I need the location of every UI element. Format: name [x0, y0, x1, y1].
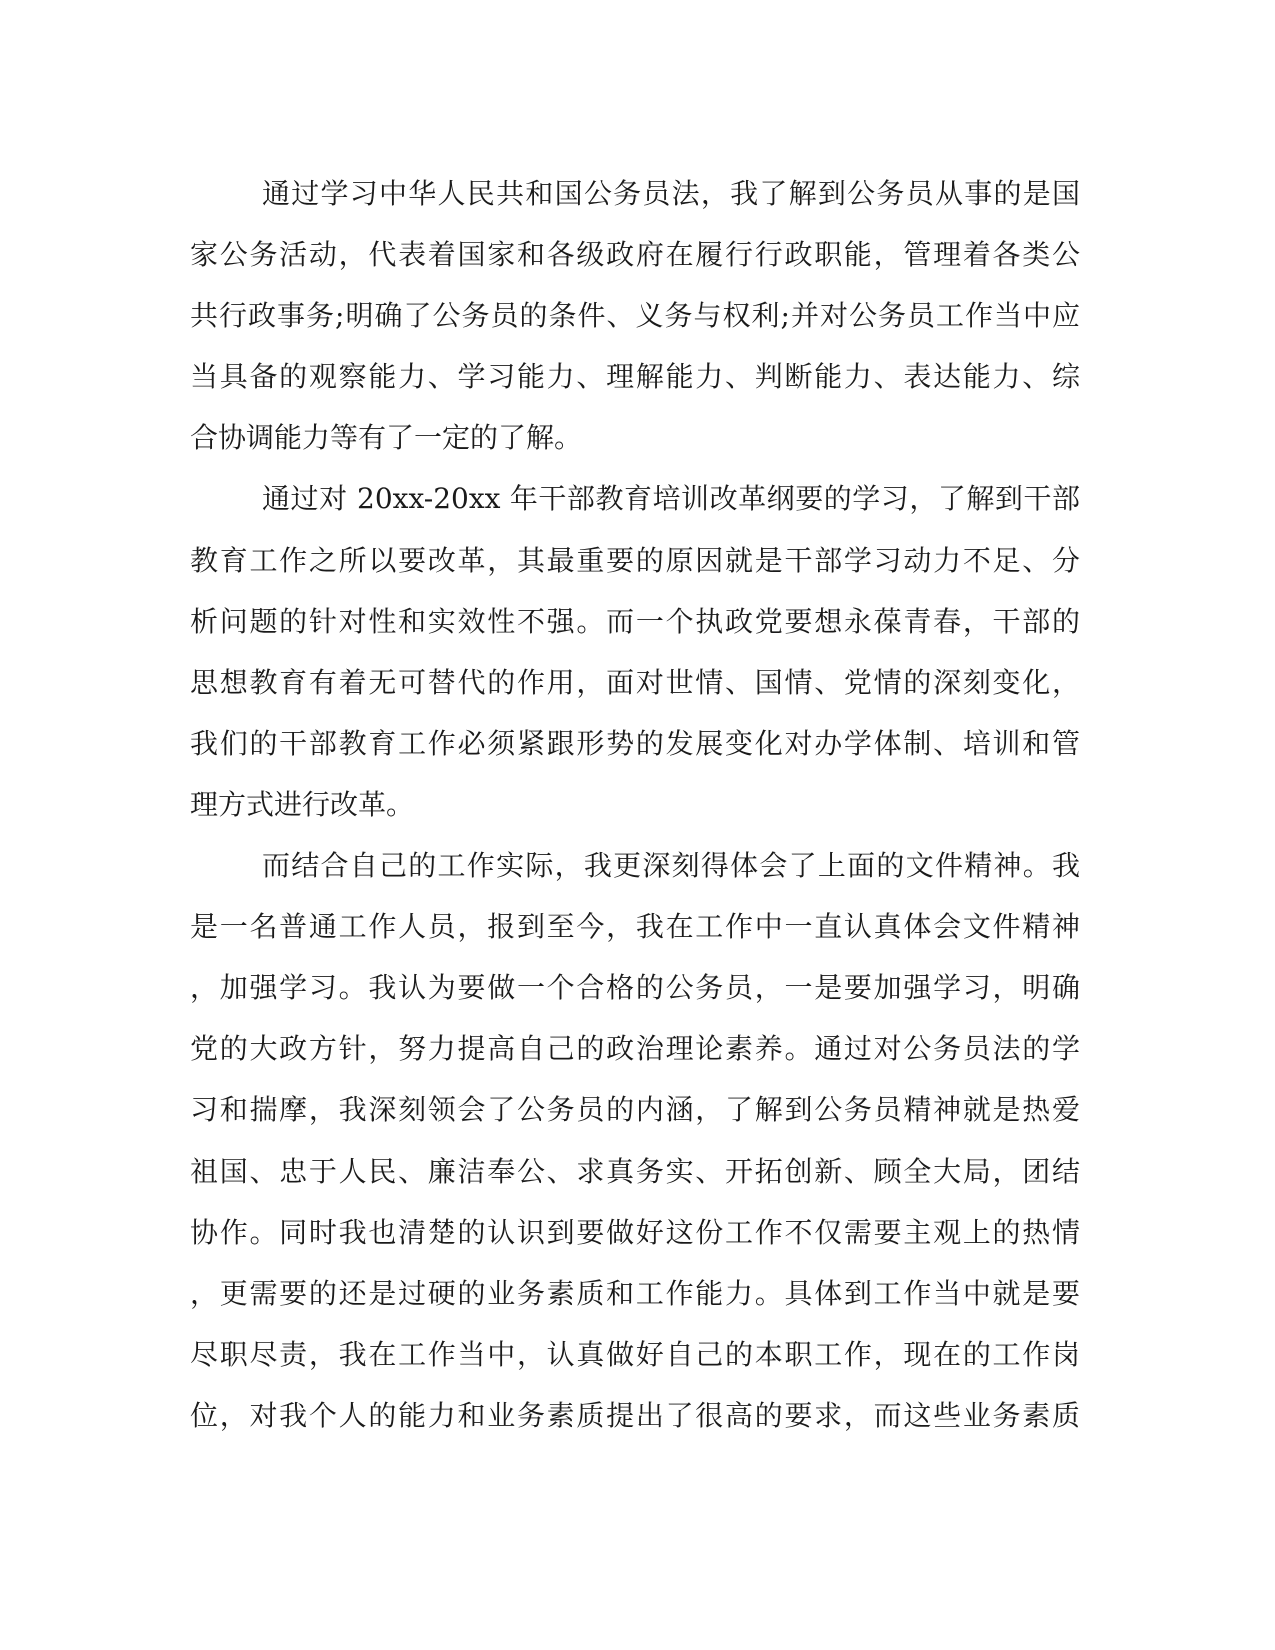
paragraph-line: 而结合自己的工作实际，我更深刻得体会了上面的文件精神。我 [262, 849, 1080, 883]
paragraph-line: 析问题的针对性和实效性不强。而一个执政党要想永葆青春，干部的 [190, 604, 1080, 638]
paragraph-line: 协作。同时我也清楚的认识到要做好这份工作不仅需要主观上的热情 [190, 1215, 1080, 1249]
paragraph-1 [190, 163, 1080, 468]
paragraph-line: 教育工作之所以要改革，其最重要的原因就是干部学习动力不足、分 [190, 543, 1080, 577]
paragraph-line: 通过学习中华人民共和国公务员法，我了解到公务员从事的是国 [262, 177, 1080, 210]
paragraph-2 [190, 468, 1080, 835]
paragraph-3 [190, 835, 1080, 1446]
paragraph-line: 是一名普通工作人员，报到至今，我在工作中一直认真体会文件精神 [190, 910, 1080, 944]
paragraph-line: ，加强学习。我认为要做一个合格的公务员，一是要加强学习，明确 [190, 971, 1080, 1005]
document-body [190, 163, 1080, 1446]
paragraph-line: 我们的干部教育工作必须紧跟形势的发展变化对办学体制、培训和管 [190, 726, 1080, 760]
paragraph-line: 党的大政方针，努力提高自己的政治理论素养。通过对公务员法的学 [190, 1032, 1080, 1066]
paragraph-line: 合协调能力等有了一定的了解。 [190, 421, 583, 455]
paragraph-line: 习和揣摩，我深刻领会了公务员的内涵，了解到公务员精神就是热爱 [190, 1093, 1080, 1127]
paragraph-line: 通过对 20xx-20xx 年干部教育培训改革纲要的学习，了解到干部 [262, 482, 1080, 516]
paragraph-line: 共行政事务;明确了公务员的条件、义务与权利;并对公务员工作当中应 [190, 299, 1080, 333]
paragraph-line: ，更需要的还是过硬的业务素质和工作能力。具体到工作当中就是要 [190, 1276, 1080, 1310]
paragraph-line: 理方式进行改革。 [190, 787, 415, 821]
paragraph-line: 思想教育有着无可替代的作用，面对世情、国情、党情的深刻变化， [190, 665, 1080, 699]
paragraph-line: 位，对我个人的能力和业务素质提出了很高的要求，而这些业务素质 [190, 1398, 1080, 1432]
paragraph-line: 祖国、忠于人民、廉洁奉公、求真务实、开拓创新、顾全大局，团结 [190, 1154, 1080, 1188]
paragraph-line: 尽职尽责，我在工作当中，认真做好自己的本职工作，现在的工作岗 [190, 1337, 1080, 1371]
paragraph-line: 当具备的观察能力、学习能力、理解能力、判断能力、表达能力、综 [190, 360, 1080, 394]
paragraph-line: 家公务活动，代表着国家和各级政府在履行行政职能，管理着各类公 [190, 238, 1080, 272]
